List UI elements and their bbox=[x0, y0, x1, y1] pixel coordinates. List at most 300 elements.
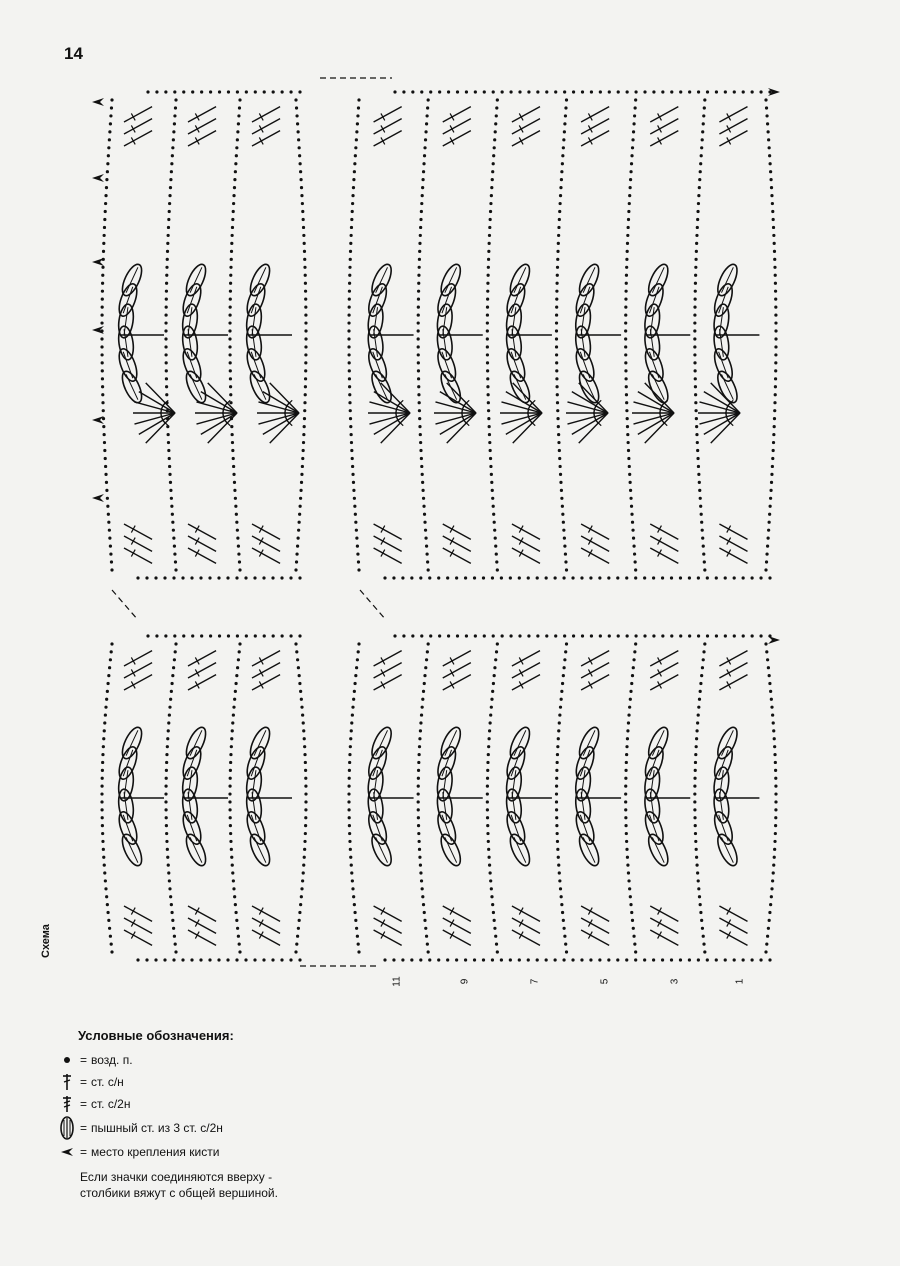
chain-dot bbox=[703, 560, 706, 563]
chain-dot bbox=[629, 690, 632, 693]
stitch-mark bbox=[374, 524, 402, 539]
chain-dot bbox=[102, 737, 105, 740]
chain-dot bbox=[169, 481, 172, 484]
chain-dot bbox=[170, 497, 173, 500]
chain-dot bbox=[164, 313, 167, 316]
chain-dot bbox=[629, 170, 632, 173]
chain-dot bbox=[557, 737, 560, 740]
chain-dot bbox=[357, 106, 360, 109]
chain-dot bbox=[703, 98, 706, 101]
chain-dot bbox=[167, 234, 170, 237]
chain-dot bbox=[356, 114, 359, 117]
chain-dot bbox=[173, 122, 176, 125]
chain-dot bbox=[490, 186, 493, 189]
chain-dot bbox=[694, 377, 697, 380]
chain-dot bbox=[456, 90, 459, 93]
chain-dot bbox=[351, 879, 354, 882]
chain-dot bbox=[769, 178, 772, 181]
chain-dot bbox=[233, 481, 236, 484]
chain-dot bbox=[392, 576, 395, 579]
chain-dot bbox=[487, 753, 490, 756]
chain-dot bbox=[486, 369, 489, 372]
chain-dot bbox=[486, 337, 489, 340]
chain-dot bbox=[173, 114, 176, 117]
chain-dot bbox=[254, 90, 257, 93]
chain-dot bbox=[491, 178, 494, 181]
stitch-mark bbox=[719, 548, 747, 563]
stitch-mark bbox=[719, 675, 747, 690]
chain-dot bbox=[627, 218, 630, 221]
chain-dot bbox=[103, 729, 106, 732]
stitch-mark bbox=[374, 906, 402, 921]
chain-dot bbox=[557, 441, 560, 444]
chain-dot bbox=[300, 473, 303, 476]
stitch-mark bbox=[443, 536, 471, 551]
chain-dot bbox=[626, 417, 629, 420]
stitch-mark bbox=[252, 131, 280, 146]
chain-dot bbox=[173, 935, 176, 938]
chain-dot bbox=[354, 146, 357, 149]
chain-dot bbox=[773, 737, 776, 740]
chain-dot bbox=[489, 210, 492, 213]
chain-dot bbox=[355, 537, 358, 540]
chain-dot bbox=[774, 353, 777, 356]
chain-dot bbox=[492, 505, 495, 508]
chain-dot bbox=[555, 313, 558, 316]
legend-equals: = bbox=[80, 1121, 88, 1135]
chain-dot bbox=[563, 634, 566, 637]
stitch-mark bbox=[374, 918, 402, 933]
chain-dot bbox=[626, 737, 629, 740]
chain-dot bbox=[170, 690, 173, 693]
chain-dot bbox=[694, 298, 697, 301]
chain-dot bbox=[353, 682, 356, 685]
chain-dot bbox=[104, 713, 107, 716]
chain-dot bbox=[494, 935, 497, 938]
chain-dot bbox=[560, 895, 563, 898]
stitch-mark bbox=[124, 524, 152, 539]
chain-dot bbox=[301, 210, 304, 213]
chain-dot bbox=[769, 170, 772, 173]
chain-dot bbox=[236, 634, 239, 637]
chain-dot bbox=[426, 106, 429, 109]
chain-dot bbox=[556, 266, 559, 269]
chain-dot bbox=[423, 919, 426, 922]
chain-dot bbox=[354, 674, 357, 677]
chain-dot bbox=[238, 650, 241, 653]
chain-dot bbox=[699, 903, 702, 906]
stitch-mark bbox=[512, 548, 540, 563]
chain-dot bbox=[427, 98, 430, 101]
chain-dot bbox=[165, 393, 168, 396]
chain-dot bbox=[172, 958, 175, 961]
chain-dot bbox=[559, 473, 562, 476]
chain-dot bbox=[419, 721, 422, 724]
chain-dot bbox=[237, 545, 240, 548]
chain-dot bbox=[419, 218, 422, 221]
chain-dot bbox=[101, 824, 104, 827]
chain-dot bbox=[164, 634, 167, 637]
chain-dot bbox=[236, 537, 239, 540]
chain-dot bbox=[765, 560, 768, 563]
chain-dot bbox=[106, 690, 109, 693]
chain-dot bbox=[774, 832, 777, 835]
chain-dot bbox=[772, 218, 775, 221]
stitch-mark bbox=[188, 930, 216, 945]
chain-dot bbox=[348, 282, 351, 285]
chain-dot bbox=[774, 313, 777, 316]
chain-dot bbox=[527, 576, 530, 579]
chain-dot bbox=[393, 90, 396, 93]
chain-dot bbox=[518, 576, 521, 579]
chain-dot bbox=[759, 90, 762, 93]
chain-dot bbox=[629, 895, 632, 898]
chain-dot bbox=[103, 218, 106, 221]
chain-dot bbox=[536, 576, 539, 579]
chain-dot bbox=[108, 666, 111, 669]
stitch-mark bbox=[374, 548, 402, 563]
stitch-mark bbox=[512, 675, 540, 690]
chain-dot bbox=[297, 927, 300, 930]
chain-dot bbox=[356, 658, 359, 661]
chain-dot bbox=[634, 90, 637, 93]
chain-dot bbox=[101, 816, 104, 819]
chain-dot bbox=[487, 409, 490, 412]
chain-dot bbox=[232, 202, 235, 205]
chain-dot bbox=[702, 943, 705, 946]
chain-dot bbox=[465, 90, 468, 93]
chain-dot bbox=[263, 634, 266, 637]
chain-dot bbox=[349, 848, 352, 851]
chain-dot bbox=[105, 698, 108, 701]
puff-inner bbox=[252, 792, 256, 820]
chain-dot bbox=[348, 361, 351, 364]
chain-dot bbox=[565, 568, 568, 571]
chain-dot bbox=[108, 529, 111, 532]
chain-dot bbox=[166, 242, 169, 245]
chain-dot bbox=[420, 879, 423, 882]
chain-dot bbox=[417, 361, 420, 364]
chain-dot bbox=[561, 505, 564, 508]
chain-dot bbox=[774, 761, 777, 764]
chain-dot bbox=[626, 242, 629, 245]
chain-dot bbox=[696, 871, 699, 874]
chain-dot bbox=[563, 935, 566, 938]
chain-dot bbox=[304, 321, 307, 324]
chain-dot bbox=[488, 425, 491, 428]
chain-dot bbox=[168, 194, 171, 197]
chain-dot bbox=[489, 721, 492, 724]
puff-inner bbox=[124, 792, 128, 820]
chain-dot bbox=[228, 800, 231, 803]
chain-dot bbox=[769, 497, 772, 500]
dot-icon bbox=[58, 1049, 76, 1071]
chain-dot bbox=[229, 401, 232, 404]
chain-dot bbox=[355, 130, 358, 133]
chain-dot bbox=[693, 808, 696, 811]
chain-dot bbox=[154, 958, 157, 961]
chain-dot bbox=[701, 130, 704, 133]
chain-dot bbox=[768, 682, 771, 685]
chain-dot bbox=[696, 441, 699, 444]
chain-dot bbox=[698, 186, 701, 189]
chain-dot bbox=[767, 138, 770, 141]
chain-dot bbox=[625, 761, 628, 764]
chain-dot bbox=[493, 666, 496, 669]
chain-dot bbox=[488, 864, 491, 867]
chain-dot bbox=[555, 816, 558, 819]
chain-dot bbox=[626, 864, 629, 867]
puff-inner bbox=[512, 792, 516, 820]
chain-dot bbox=[774, 329, 777, 332]
chain-dot bbox=[167, 433, 170, 436]
chain-dot bbox=[486, 345, 489, 348]
chain-dot bbox=[764, 568, 767, 571]
chain-dot bbox=[348, 298, 351, 301]
chain-dot bbox=[625, 274, 628, 277]
stitch-mark bbox=[581, 906, 609, 921]
chain-dot bbox=[773, 417, 776, 420]
chain-dot bbox=[300, 706, 303, 709]
chain-dot bbox=[490, 895, 493, 898]
chain-dot bbox=[580, 576, 583, 579]
chain-dot bbox=[581, 90, 584, 93]
chain-dot bbox=[349, 409, 352, 412]
chain-dot bbox=[768, 521, 771, 524]
chain-dot bbox=[694, 761, 697, 764]
chain-dot bbox=[495, 552, 498, 555]
chain-dot bbox=[483, 634, 486, 637]
puff-inner bbox=[374, 792, 378, 820]
chain-dot bbox=[304, 385, 307, 388]
tassel-arrow bbox=[92, 174, 104, 182]
chain-dot bbox=[554, 576, 557, 579]
chain-dot bbox=[304, 785, 307, 788]
chain-dot bbox=[773, 745, 776, 748]
chain-dot bbox=[492, 634, 495, 637]
chain-dot bbox=[302, 234, 305, 237]
chain-dot bbox=[393, 634, 396, 637]
chain-dot bbox=[627, 713, 630, 716]
chain-dot bbox=[426, 560, 429, 563]
chain-dot bbox=[558, 721, 561, 724]
chain-dot bbox=[699, 497, 702, 500]
chain-dot bbox=[561, 154, 564, 157]
chain-dot bbox=[171, 146, 174, 149]
chain-dot bbox=[165, 777, 168, 780]
chain-dot bbox=[105, 895, 108, 898]
puff-icon bbox=[58, 1117, 76, 1139]
chain-dot bbox=[304, 290, 307, 293]
chain-dot bbox=[697, 576, 700, 579]
chain-dot bbox=[302, 721, 305, 724]
chain-dot bbox=[486, 298, 489, 301]
chain-dot bbox=[556, 250, 559, 253]
chain-dot bbox=[100, 808, 103, 811]
chain-dot bbox=[693, 785, 696, 788]
chain-dot bbox=[103, 226, 106, 229]
chain-dot bbox=[166, 250, 169, 253]
chain-dot bbox=[769, 690, 772, 693]
chain-dot bbox=[670, 576, 673, 579]
chain-dot bbox=[101, 377, 104, 380]
chain-dot bbox=[272, 634, 275, 637]
chain-dot bbox=[438, 634, 441, 637]
chain-dot bbox=[773, 753, 776, 756]
chain-dot bbox=[661, 90, 664, 93]
chain-dot bbox=[229, 266, 232, 269]
chain-dot bbox=[102, 745, 105, 748]
chain-dot bbox=[295, 552, 298, 555]
chain-dot bbox=[564, 943, 567, 946]
chain-dot bbox=[231, 433, 234, 436]
chain-dot bbox=[488, 433, 491, 436]
chain-dot bbox=[474, 634, 477, 637]
chain-dot bbox=[695, 425, 698, 428]
chain-dot bbox=[229, 840, 232, 843]
chain-dot bbox=[237, 935, 240, 938]
chain-dot bbox=[418, 250, 421, 253]
chain-dot bbox=[229, 306, 232, 309]
chain-dot bbox=[170, 911, 173, 914]
chain-dot bbox=[289, 576, 292, 579]
chain-dot bbox=[518, 958, 521, 961]
chain-dot bbox=[101, 274, 104, 277]
chain-dot bbox=[560, 698, 563, 701]
chain-dot bbox=[764, 642, 767, 645]
chain-dot bbox=[491, 576, 494, 579]
chain-dot bbox=[695, 433, 698, 436]
chain-dot bbox=[419, 864, 422, 867]
chain-dot bbox=[693, 361, 696, 364]
chain-dot bbox=[347, 800, 350, 803]
stitch-mark bbox=[252, 906, 280, 921]
chain-dot bbox=[486, 800, 489, 803]
chain-dot bbox=[771, 210, 774, 213]
chain-dot bbox=[428, 576, 431, 579]
chain-dot bbox=[487, 417, 490, 420]
chain-dot bbox=[419, 441, 422, 444]
chain-dot bbox=[392, 958, 395, 961]
chain-dot bbox=[351, 706, 354, 709]
chain-dot bbox=[679, 958, 682, 961]
chain-dot bbox=[281, 634, 284, 637]
chain-dot bbox=[352, 481, 355, 484]
chain-dot bbox=[304, 298, 307, 301]
chain-dot bbox=[168, 706, 171, 709]
chain-dot bbox=[624, 800, 627, 803]
chain-dot bbox=[289, 958, 292, 961]
chain-dot bbox=[774, 777, 777, 780]
chain-dot bbox=[200, 90, 203, 93]
chain-dot bbox=[304, 274, 307, 277]
chain-dot bbox=[236, 138, 239, 141]
chain-dot bbox=[628, 887, 631, 890]
chain-dot bbox=[348, 369, 351, 372]
stitch-mark bbox=[443, 651, 471, 666]
chain-dot bbox=[628, 465, 631, 468]
chain-dot bbox=[191, 90, 194, 93]
chain-dot bbox=[233, 178, 236, 181]
chain-dot bbox=[634, 950, 637, 953]
chain-dot bbox=[699, 911, 702, 914]
chain-dot bbox=[101, 361, 104, 364]
chain-dot bbox=[631, 146, 634, 149]
chain-dot bbox=[700, 513, 703, 516]
chain-dot bbox=[560, 170, 563, 173]
legend-row-dc bbox=[58, 1071, 358, 1093]
chain-dot bbox=[562, 521, 565, 524]
chain-dot bbox=[422, 162, 425, 165]
chain-dot bbox=[455, 576, 458, 579]
chain-dot bbox=[766, 935, 769, 938]
chain-dot bbox=[234, 690, 237, 693]
chain-dot bbox=[565, 950, 568, 953]
chain-dot bbox=[626, 856, 629, 859]
chain-dot bbox=[493, 529, 496, 532]
chain-dot bbox=[231, 441, 234, 444]
chain-dot bbox=[101, 777, 104, 780]
chain-dot bbox=[173, 634, 176, 637]
chain-dot bbox=[770, 895, 773, 898]
chain-dot bbox=[100, 800, 103, 803]
stitch-mark bbox=[512, 119, 540, 134]
chain-dot bbox=[774, 306, 777, 309]
chain-dot bbox=[301, 713, 304, 716]
chain-dot bbox=[353, 690, 356, 693]
chain-dot bbox=[105, 186, 108, 189]
chain-dot bbox=[767, 130, 770, 133]
chain-dot bbox=[495, 943, 498, 946]
chain-dot bbox=[171, 154, 174, 157]
chain-dot bbox=[229, 377, 232, 380]
chain-dot bbox=[422, 505, 425, 508]
chain-dot bbox=[693, 792, 696, 795]
chain-dot bbox=[625, 840, 628, 843]
chain-dot bbox=[304, 808, 307, 811]
chain-dot bbox=[173, 545, 176, 548]
chain-dot bbox=[555, 800, 558, 803]
chain-dot bbox=[556, 832, 559, 835]
chain-dot bbox=[437, 576, 440, 579]
stitch-mark bbox=[443, 918, 471, 933]
stitch-mark bbox=[512, 930, 540, 945]
stitch-mark bbox=[443, 131, 471, 146]
chain-dot bbox=[493, 146, 496, 149]
chain-dot bbox=[102, 425, 105, 428]
chain-dot bbox=[555, 329, 558, 332]
tassel-arrow bbox=[92, 258, 104, 266]
chain-dot bbox=[626, 425, 629, 428]
chain-dot bbox=[233, 895, 236, 898]
chain-dot bbox=[348, 840, 351, 843]
chain-dot bbox=[771, 457, 774, 460]
chain-dot bbox=[350, 864, 353, 867]
chain-dot bbox=[555, 353, 558, 356]
chain-dot bbox=[624, 337, 627, 340]
chain-dot bbox=[422, 497, 425, 500]
chain-dot bbox=[417, 800, 420, 803]
chain-dot bbox=[232, 465, 235, 468]
legend-note-line1: Если значки соединяются вверху - bbox=[80, 1170, 273, 1184]
chain-dot bbox=[634, 98, 637, 101]
chain-dot bbox=[661, 958, 664, 961]
chain-dot bbox=[715, 576, 718, 579]
chain-dot bbox=[437, 958, 440, 961]
chain-dot bbox=[427, 642, 430, 645]
chain-dot bbox=[770, 194, 773, 197]
chain-dot bbox=[166, 856, 169, 859]
